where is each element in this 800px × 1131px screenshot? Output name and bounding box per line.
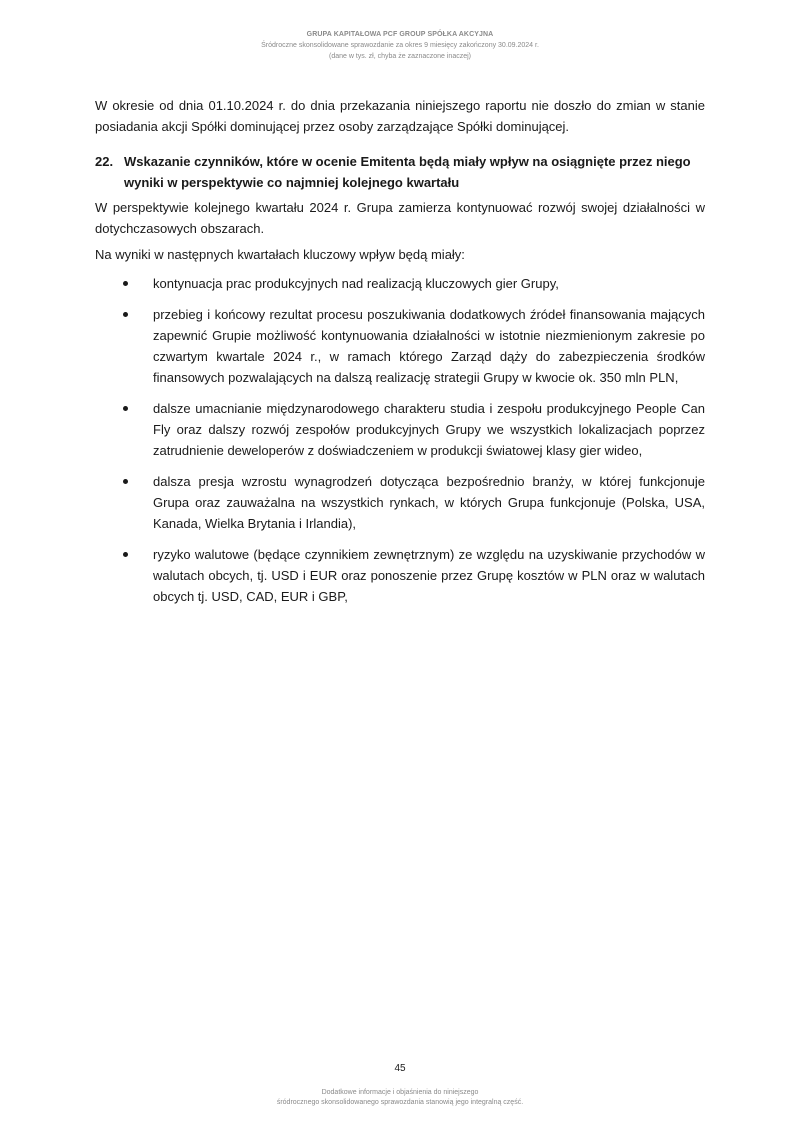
list-item (95, 304, 705, 388)
paragraph-share-changes: W okresie od dnia 01.10.2024 r. do dnia przekazania niniejszego raportu nie doszło do zmian w stanie posiadania akcji Spółki dominującej przez osoby zarządzające Spółki dominującej. (95, 98, 705, 134)
section-title: Wskazanie czynników, które w ocenie Emitenta będą miały wpływ na osiągnięte przez niego wyniki w perspektywie co najmniej kolejnego kwartału (124, 154, 691, 190)
header-report-title: Śródroczne skonsolidowane sprawozdanie za okres 9 miesięcy zakończony 30.09.2024 r. (261, 42, 539, 49)
document-body (95, 95, 705, 617)
bullet-icon (123, 281, 128, 286)
list-item (95, 544, 705, 607)
section-heading (95, 151, 705, 193)
factors-list (95, 273, 705, 607)
paragraph-outlook: W perspektywie kolejnego kwartału 2024 r. Grupa zamierza kontynuować rozwój swojej działalności w dotychczasowych obszarach. (95, 200, 705, 236)
list-item-text: przebieg i końcowy rezultat procesu poszukiwania dodatkowych źródeł finansowania mających zapewnić Grupie możliwość kontynuowania działalności w istotnie niezmienionym zakresie po czwartym kwartale 2024 r., w ramach którego Zarząd dąży do zabezpieczenia środków finansowych pozwalających na dalszą realizację strategii Grupy w kwocie ok. 350 mln PLN, (153, 307, 705, 385)
paragraph-factors-intro: Na wyniki w następnych kwartałach kluczowy wpływ będą miały: (95, 247, 465, 262)
header-units-note: (dane w tys. zł, chyba że zaznaczone inaczej) (328, 53, 471, 60)
bullet-icon (123, 479, 128, 484)
header-company: GRUPA KAPITAŁOWA PCF GROUP SPÓŁKA AKCYJNA (306, 31, 494, 38)
list-item-text: kontynuacja prac produkcyjnych nad realizacją kluczowych gier Grupy, (153, 276, 559, 291)
footer-line-2: śródrocznego skonsolidowanego sprawozdania stanowią jego integralną część. (276, 1099, 524, 1106)
page-number: 45 (394, 1063, 406, 1074)
list-item (95, 398, 705, 461)
list-item-text: dalsze umacnianie międzynarodowego charakteru studia i zespołu produkcyjnego People Can Fly oraz dalszy rozwój zespołów produkcyjnych Grupy we wszystkich lokalizacjach poprzez zatrudnienie deweloperów z doświadczeniem w produkcji światowej klasy gier wideo, (153, 401, 705, 458)
footer-line-1: Dodatkowe informacje i objaśnienia do niniejszego (321, 1089, 479, 1096)
page-footer (0, 1088, 800, 1108)
bullet-icon (123, 552, 128, 557)
bullet-icon (123, 312, 128, 317)
list-item (95, 471, 705, 534)
bullet-icon (123, 406, 128, 411)
section-number: 22. (95, 154, 114, 169)
list-item-text: ryzyko walutowe (będące czynnikiem zewnętrznym) ze względu na uzyskiwanie przychodów w walutach obcych, tj. USD i EUR oraz ponoszenie przez Grupę kosztów w PLN oraz w walutach obcych tj. USD, CAD, EUR i GBP, (153, 547, 705, 604)
list-item (95, 273, 705, 294)
page-header (0, 29, 800, 62)
list-item-text: dalsza presja wzrostu wynagrodzeń dotycząca bezpośrednio branży, w której funkcjonuje Grupa oraz zauważalna na wszystkich rynkach, w których Grupa funkcjonuje (Polska, USA, Kanada, Wielka Brytania i Irlandia), (153, 474, 705, 531)
